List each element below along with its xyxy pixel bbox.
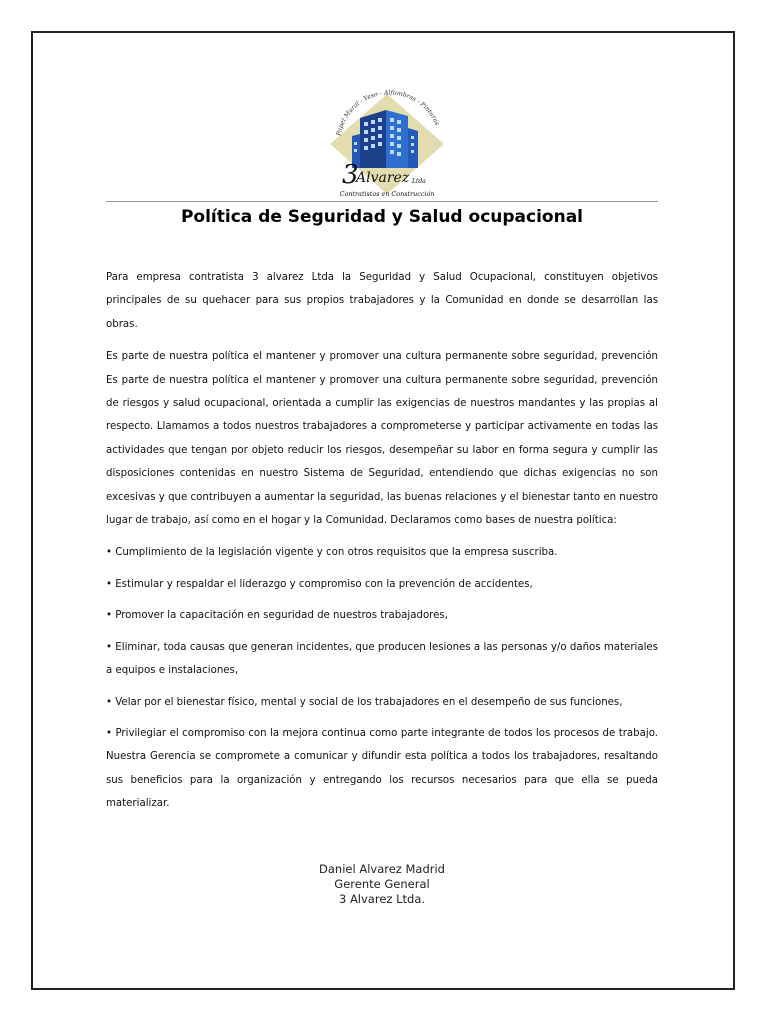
paragraph-policy: Es parte de nuestra política el mantener y promover una cultura permanente sobre seguridad, prevención Es parte de nuestra política el mantener y promover una cultura permanente sobre seguridad, prevención de riesgos y salud ocupacional, orientada a cumplir las exigencias de nuestros mandantes y las propias al respecto. Llamamos a todos nuestros trabajadores a comprometerse y participar activamente en todas las actividades que tengan por objeto reducir los riesgos, desempeñar su labor en forma segura y cumplir las disposiciones contenidas en nuestro Sistema de Seguridad, entendiendo que dichas exigencias no son excesivas y que contribuyen a aumentar la seguridad, las buenas relaciones y el bienestar tanto en nuestro lugar de trabajo, así como en el hogar y la Comunidad. Declaramos como bases de nuestra política: <box>106 351 658 527</box>
paragraph-intro: Para empresa contratista 3 alvarez Ltda la Seguridad y Salud Ocupacional, constituyen objetivos principales de su quehacer para sus propios trabajadores y la Comunidad en donde se desarrollan las obras. <box>106 272 658 330</box>
bullet-item: • Eliminar, toda causas que generan incidentes, que producen lesiones a las personas y/o daños materiales a equipos e instalaciones, <box>106 641 658 677</box>
logo-number: 3 <box>342 160 359 190</box>
company-logo-graphic <box>326 88 448 202</box>
logo-arc-text: Papel Mural - Yeso - Alfombras - Pinturas <box>335 89 441 137</box>
bullet-item: • Privilegiar el compromiso con la mejora continua como parte integrante de todos los procesos de trabajo. Nuestra Gerencia se compromete a comunicar y difundir esta política a todos los trabajadores, resaltando sus beneficios para la organización y entregando los recursos necesarios para que ella se pueda materializar. <box>106 727 658 810</box>
document-body <box>106 266 658 824</box>
logo-tagline: Contratistas en Construcción <box>339 190 435 198</box>
logo-brand-suffix: Ltda <box>412 178 426 185</box>
signature-block <box>106 862 658 907</box>
bullet-item: • Velar por el bienestar físico, mental y social de los trabajadores en el desempeño de sus funciones, <box>106 696 623 708</box>
bullet-item: • Promover la capacitación en seguridad de nuestros trabajadores, <box>106 610 448 622</box>
header-divider <box>106 201 658 202</box>
logo-brand-name: Alvarez <box>356 170 410 186</box>
signer-company: 3 Alvarez Ltda. <box>338 892 426 906</box>
company-logo <box>326 88 448 202</box>
signer-name: Daniel Alvarez Madrid <box>319 862 445 876</box>
bullet-item: • Cumplimiento de la legislación vigente y con otros requisitos que la empresa suscriba. <box>106 547 558 559</box>
signer-role: Gerente General <box>334 877 430 891</box>
bullet-item: • Estimular y respaldar el liderazgo y compromiso con la prevención de accidentes, <box>106 578 533 590</box>
document-title: Política de Seguridad y Salud ocupacional <box>180 207 584 227</box>
